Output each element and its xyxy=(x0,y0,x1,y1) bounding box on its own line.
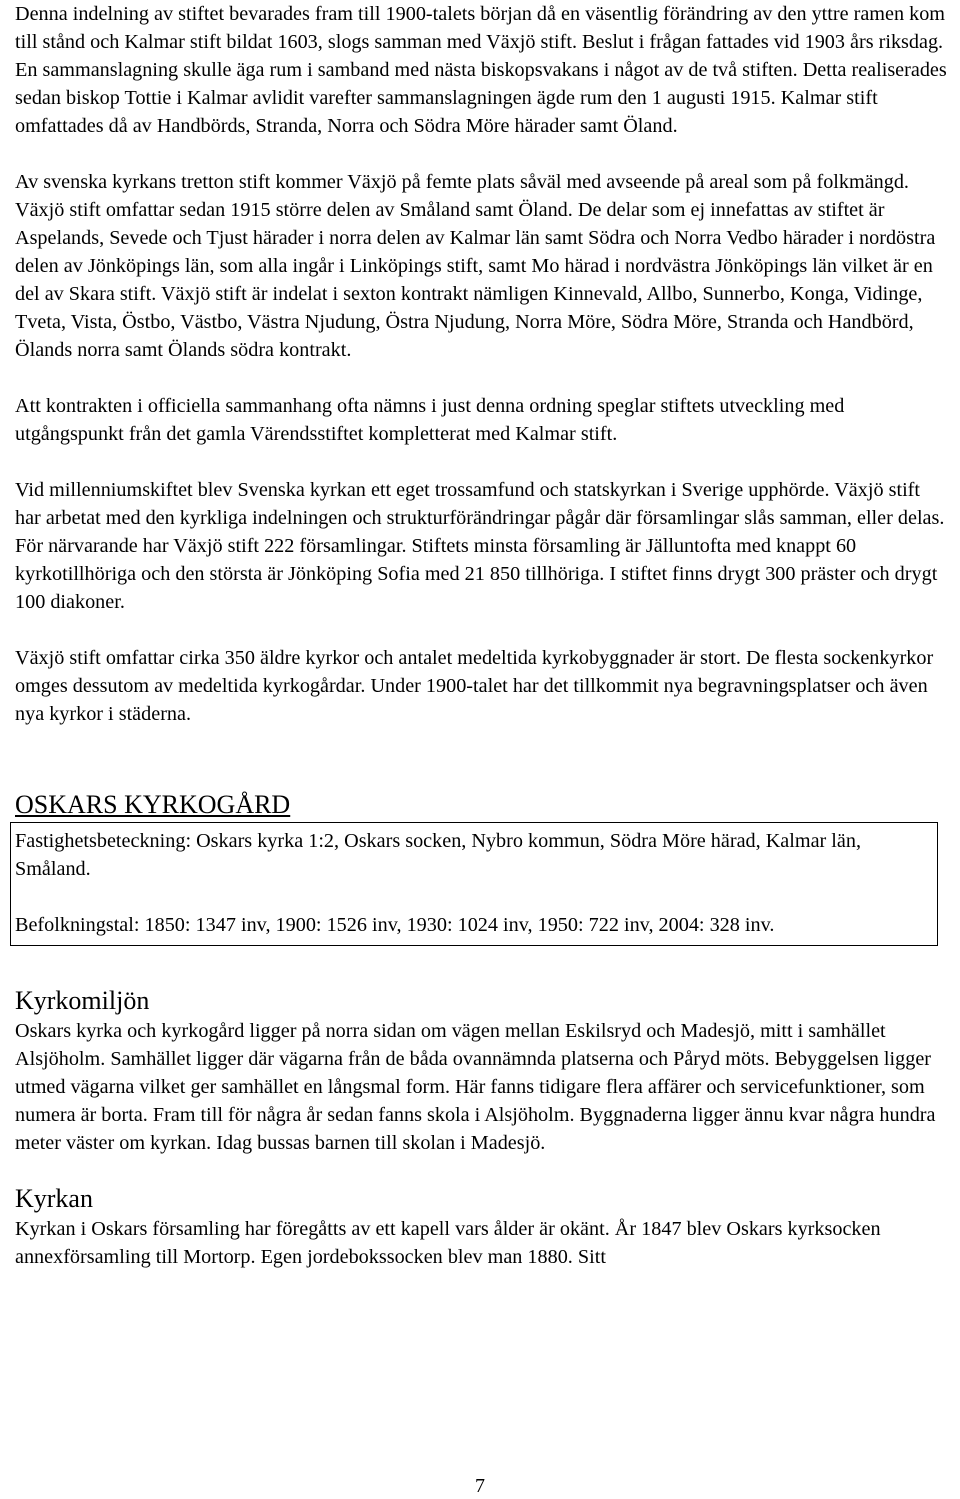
section-title: OSKARS KYRKOGÅRD xyxy=(15,790,291,819)
paragraph-kyrkan: Kyrkan i Oskars församling har föregåtts av ett kapell vars ålder är okänt. År 1847 blev Oskars kyrksocken annexförsamling till Mortorp. Egen jordebokssocken blev man 1880. Sitt xyxy=(15,1218,881,1268)
heading-kyrkan: Kyrkan xyxy=(15,1184,93,1213)
paragraph-diocese-history: Denna indelning av stiftet bevarades fram till 1900-talets början då en väsentlig förändring av den yttre ramen kom till stånd och Kalmar stift bildat 1603, slogs samman med Växjö stift. Beslut i frågan fattades vid 1903 års riksdag. En sammanslagning skulle äga rum i samband med nästa biskopsvakans i något av de två stiften. Detta realiserades sedan biskop Tottie i Kalmar avlidit varefter sammanslagningen ägde rum den 1 augusti 1915. Kalmar stift omfattades då av Handbörds, Stranda, Norra och Södra Möre härader samt Öland. xyxy=(15,3,947,137)
property-info-box xyxy=(10,822,938,946)
page-number: 7 xyxy=(475,1475,485,1497)
population-figures: Befolkningstal: 1850: 1347 inv, 1900: 1526 inv, 1930: 1024 inv, 1950: 722 inv, 2004: 328 inv. xyxy=(15,914,775,936)
paragraph-kyrkomiljon: Oskars kyrka och kyrkogård ligger på norra sidan om vägen mellan Eskilsryd och Madesjö, mitt i samhället Alsjöholm. Samhället ligger där vägarna från de båda ovannämnda platserna och Påryd möts. Bebyggelsen ligger utmed vägarna vilket ger samhället en långsmal form. Här fanns tidigare flera affärer och servicefunktioner, som numera är borta. Fram till för några år sedan fanns skola i Alsjöholm. Byggnaderna ligger ännu kvar några hundra meter väster om kyrkan. Idag bussas barnen till skolan i Madesjö. xyxy=(15,1020,936,1154)
property-designation: Fastighetsbeteckning: Oskars kyrka 1:2, Oskars socken, Nybro kommun, Södra Möre härad, Kalmar län, Småland. xyxy=(15,830,862,880)
heading-kyrkomiljon: Kyrkomiljön xyxy=(15,986,150,1015)
paragraph-diocese-extent: Av svenska kyrkans tretton stift kommer Växjö på femte plats såväl med avseende på areal som på folkmängd. Växjö stift omfattar sedan 1915 större delen av Småland samt Öland. De delar som ej innefattas av stiftet är Aspelands, Sevede och Tjust härader i norra delen av Kalmar län samt Södra och Norra Vedbo härader i nordöstra delen av Jönköpings län, som alla ingår i Linköpings stift, samt Mo härad i nordvästra Jönköpings län vilket är en del av Skara stift. Växjö stift är indelat i sexton kontrakt nämligen Kinnevald, Allbo, Sunnerbo, Konga, Vidinge, Tveta, Vista, Östbo, Västbo, Västra Njudung, Östra Njudung, Norra Möre, Södra Möre, Stranda och Handbörd, Ölands norra samt Ölands södra kontrakt. xyxy=(15,171,936,361)
paragraph-millennium: Vid millenniumskiftet blev Svenska kyrkan ett eget trossamfund och statskyrkan i Sverige upphörde. Växjö stift har arbetat med den kyrkliga indelningen och strukturförändringar pågår där församlingar slås samman, eller delas. För närvarande har Växjö stift 222 församlingar. Stiftets minsta församling är Jälluntofta med knappt 60 kyrkotillhöriga och den största är Jönköping Sofia med 21 850 tillhöriga. I stiftet finns drygt 300 präster och drygt 100 diakoner. xyxy=(15,479,945,613)
paragraph-churches: Växjö stift omfattar cirka 350 äldre kyrkor och antalet medeltida kyrkobyggnader är stort. De flesta sockenkyrkor omges dessutom av medeltida kyrkogårdar. Under 1900-talet har det tillkommit nya begravningsplatser och även nya kyrkor i städerna. xyxy=(15,647,934,725)
document-page xyxy=(15,0,950,1271)
paragraph-contract-order: Att kontrakten i officiella sammanhang ofta nämns i just denna ordning speglar stiftets utveckling med utgångspunkt från det gamla Värendsstiftet kompletterat med Kalmar stift. xyxy=(15,395,845,445)
intro-section xyxy=(15,0,950,728)
